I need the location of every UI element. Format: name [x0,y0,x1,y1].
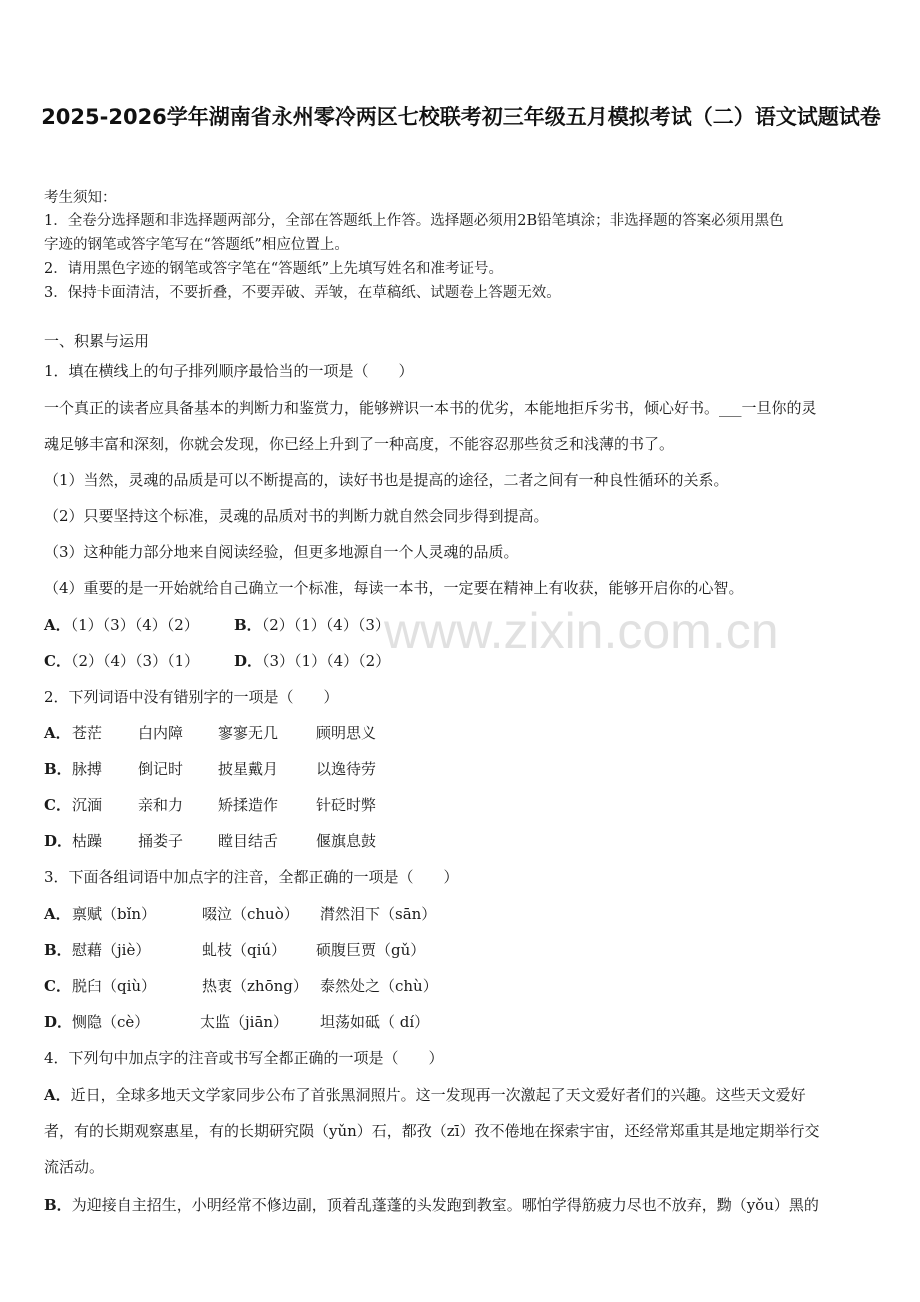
watermark: www.zixin.com.cn [384,603,779,659]
option-letter: C． [44,796,71,814]
notice-item: 1．全卷分选择题和非选择题两部分，全部在答题纸上作答。选择题必须用2B铅笔填涂；非选择题的答案必须用黑色 [44,213,784,229]
option-word: 坦荡如砥（ dí） [320,1013,430,1031]
option-word: 矫揉造作 [218,796,279,814]
option-word: 顾明思义 [316,724,377,742]
option-letter: B． [44,760,72,778]
option-word: 针砭时弊 [316,796,377,814]
notice-item: 3．保持卡面清洁，不要折叠，不要弄破、弄皱，在草稿纸、试题卷上答题无效。 [44,285,561,301]
option-C: C．（2）（4）（3）（1） [44,652,200,670]
option-letter: A． [44,724,71,742]
notice-heading: 考生须知： [44,190,117,206]
option-word: 沉湎 [72,796,103,814]
option-word: 虬枝（qiú） [202,941,287,959]
option-word: 泰然处之（chù） [320,977,438,995]
option-word: 脱臼（qiù） [72,977,157,995]
question-3-stem: 3．下面各组词语中加点字的注音，全都正确的一项是（ ） [44,868,459,886]
option-word: 白内障 [138,724,184,742]
question-4-stem: 4．下列句中加点字的注音或书写全都正确的一项是（ ） [44,1049,444,1067]
question-1-passage: 一个真正的读者应具备基本的判断力和鉴赏力，能够辨识一本书的优劣，本能地拒斥劣书，倾心好书。___一旦你的灵 [44,399,817,417]
option-letter: D． [44,1013,73,1031]
option-word: 潸然泪下（sān） [320,905,437,923]
question-1-sentence: （2）只要坚持这个标准，灵魂的品质对书的判断力就自然会同步得到提高。 [44,507,549,525]
option-word: 热衷（zhōng） [202,977,308,995]
question-2-stem: 2．下列词语中没有错别字的一项是（ ） [44,688,339,706]
option-word: 慰藉（jiè） [72,941,151,959]
question-1-stem: 1．填在横线上的句子排列顺序最恰当的一项是（ ） [44,362,414,380]
option-A: A．（1）（3）（4）（2） [44,616,199,634]
page-title: 2025-2026学年湖南省永州零冷两区七校联考初三年级五月模拟考试（二）语文试题试卷 [41,105,881,129]
option-word: 苍茫 [72,724,103,742]
option-word: 禀赋（bǐn） [72,905,157,923]
option-D: D．（3）（1）（4）（2） [234,652,391,670]
option-word: 亲和力 [138,796,184,814]
question-4-option-B: B．为迎接自主招生，小明经常不修边副，顶着乱蓬蓬的头发跑到教室。哪怕学得筋疲力尽也不放弃，黝（yǒu）黑的 [44,1196,819,1214]
option-word: 披星戴月 [218,760,279,778]
option-word: 硕腹巨贾（gǔ） [316,941,426,959]
option-B: B．（2）（1）（4）（3） [234,616,390,634]
question-4-option-A-cont: 者，有的长期观察惠星，有的长期研究陨（yǔn）石，都孜（zī）孜不倦地在探索宇宙，还经常郑重其是地定期举行交 [44,1122,820,1140]
question-1-sentence: （1）当然，灵魂的品质是可以不断提高的，读好书也是提高的途径，二者之间有一种良性循环的关系。 [44,471,729,489]
question-4-option-A-cont: 流活动。 [44,1158,105,1176]
option-word: 啜泣（chuò） [202,905,299,923]
option-word: 恻隐（cè） [72,1013,150,1031]
option-word: 捅娄子 [138,832,184,850]
option-word: 倒记时 [138,760,184,778]
option-word: 寥寥无几 [218,724,279,742]
question-4-option-A: A．近日，全球多地天文学家同步公布了首张黑洞照片。这一发现再一次激起了天文爱好者们的兴趣。这些天文爱好 [44,1086,806,1104]
option-word: 瞠目结舌 [218,832,279,850]
option-word: 脉搏 [72,760,103,778]
option-word: 偃旗息鼓 [316,832,377,850]
question-1-sentence: （3）这种能力部分地来自阅读经验，但更多地源自一个人灵魂的品质。 [44,543,519,561]
option-letter: A． [44,905,71,923]
question-1-passage: 魂足够丰富和深刻，你就会发现，你已经上升到了一种高度，不能容忍那些贫乏和浅薄的书了。 [44,435,675,453]
option-letter: C． [44,977,71,995]
option-word: 以逸待劳 [316,760,377,778]
notice-item: 字迹的钢笔或答字笔写在“答题纸”相应位置上。 [44,237,349,253]
option-letter: B． [44,941,72,959]
section-heading: 一、积累与运用 [44,332,150,350]
notice-item: 2．请用黑色字迹的钢笔或答字笔在“答题纸”上先填写姓名和准考证号。 [44,261,504,277]
question-1-sentence: （4）重要的是一开始就给自己确立一个标准，每读一本书，一定要在精神上有收获，能够开启你的心智。 [44,579,744,597]
option-word: 太监（jiān） [200,1013,289,1031]
option-word: 枯躁 [72,832,103,850]
option-letter: D． [44,832,73,850]
